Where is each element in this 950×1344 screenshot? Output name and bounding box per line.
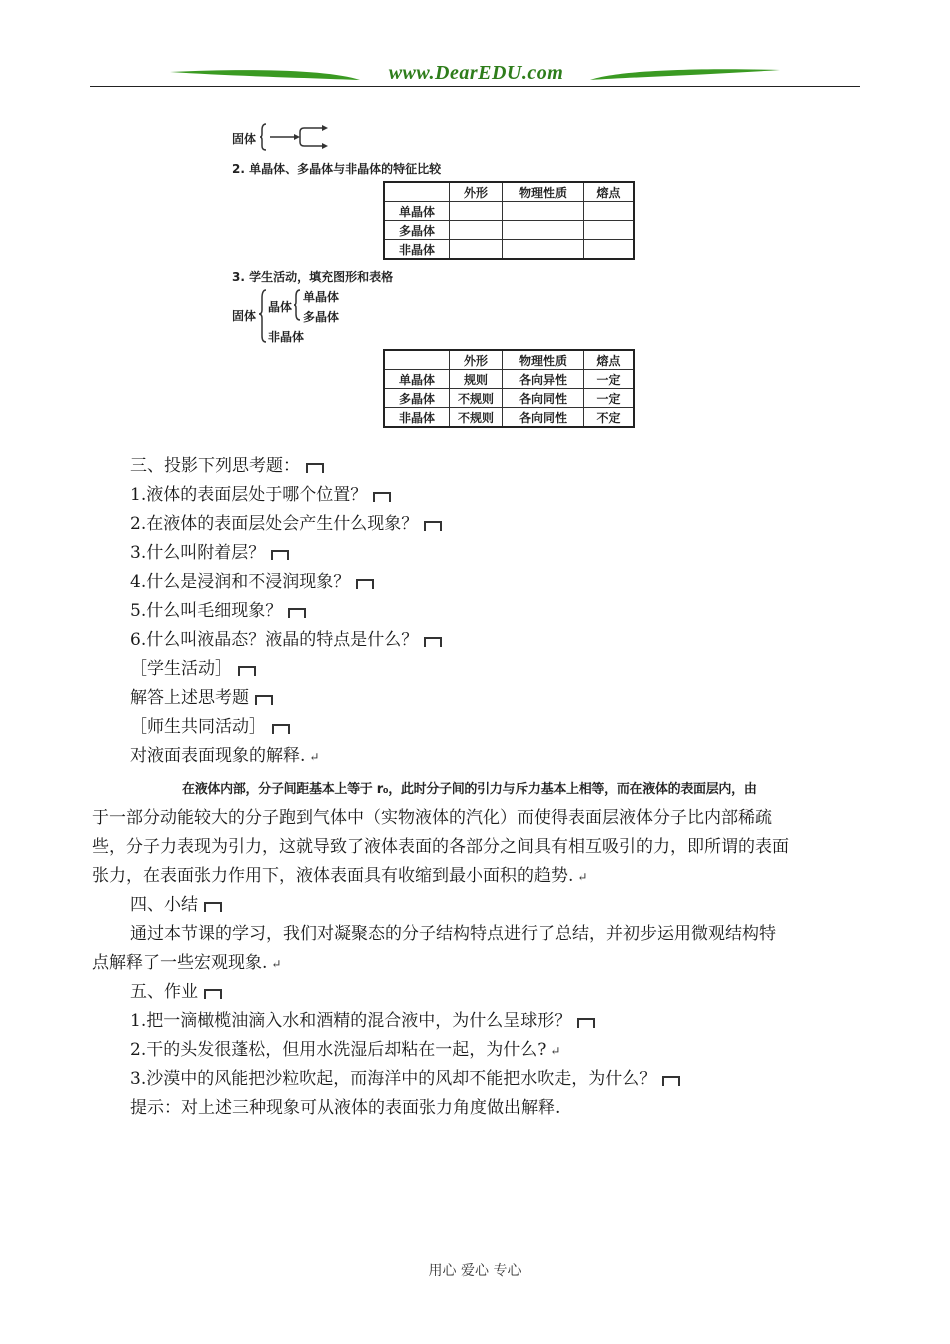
paragraph-mark-icon — [271, 550, 289, 560]
table-cell: 多晶体 — [384, 389, 450, 408]
table-row — [384, 240, 634, 260]
tree2-root: 固体 — [232, 309, 257, 323]
table-cell — [584, 240, 635, 260]
table-cell: 不规则 — [450, 408, 503, 428]
table-cell — [450, 240, 503, 260]
tree2-amorphous: 非晶体 — [268, 330, 305, 344]
joint-activity-label: ［师生共同活动］ — [130, 716, 290, 738]
table-cell: 不规则 — [450, 389, 503, 408]
table-header-row — [384, 350, 634, 370]
table-cell: 单晶体 — [384, 370, 450, 389]
section-5-heading: 五、作业 — [130, 981, 222, 1003]
table-row — [384, 408, 634, 428]
tree1-bracket-arrows — [260, 122, 330, 152]
paragraph-mark-icon — [424, 521, 442, 531]
table-cell: 一定 — [584, 389, 635, 408]
table-cell — [450, 221, 503, 240]
question-4: 4.什么是浸润和不浸润现象？ — [130, 571, 374, 593]
table-cell: 非晶体 — [384, 408, 450, 428]
paragraph-mark-icon — [424, 637, 442, 647]
table-cell — [584, 202, 635, 221]
table-cell: 各向异性 — [503, 370, 584, 389]
line-break-mark-icon: ↵ — [577, 870, 588, 884]
homework-2: 2.干的头发很蓬松，但用水洗湿后却粘在一起，为什么? ↵ — [130, 1040, 561, 1060]
table-row — [384, 389, 634, 408]
table-cell: 各向同性 — [503, 389, 584, 408]
tree2-single: 单晶体 — [303, 290, 340, 304]
section-3-heading: 三、投影下列思考题： — [130, 455, 324, 477]
paragraph-mark-icon — [204, 989, 222, 999]
table-cell: 单晶体 — [384, 202, 450, 221]
paragraph-mark-icon — [577, 1018, 595, 1028]
paragraph-mark-icon — [306, 463, 324, 473]
table-cell — [503, 202, 584, 221]
table-cell: 不定 — [584, 408, 635, 428]
line-break-mark-icon: ↵ — [309, 750, 320, 764]
scanned-text-line: 在液体内部，分子间距基本上等于 r₀，此时分子间的引力与斥力基本上相等，而在液体的表面层内，由 — [182, 782, 757, 797]
question-1: 1.液体的表面层处于哪个位置？ — [130, 484, 391, 506]
paragraph-mark-icon — [272, 724, 290, 734]
tree2-crystal: 晶体 — [268, 300, 293, 314]
table-cell: 物理性质 — [503, 350, 584, 370]
table-cell: 非晶体 — [384, 240, 450, 260]
comparison-table-filled — [383, 349, 635, 428]
homework-3: 3.沙漠中的风能把沙粒吹起，而海洋中的风却不能把水吹走，为什么？ — [130, 1068, 680, 1090]
table-row — [384, 370, 634, 389]
paragraph-mark-icon — [238, 666, 256, 676]
paragraph-mark-icon — [288, 608, 306, 618]
tree1-root: 固体 — [232, 132, 257, 146]
table-cell — [503, 221, 584, 240]
comparison-table-blank — [383, 181, 635, 260]
line-break-mark-icon: ↵ — [271, 957, 282, 971]
explanation-heading: 对液面表面现象的解释. ↵ — [130, 746, 320, 766]
site-logo-text: www.DearEDU.com — [388, 62, 564, 84]
summary-line: 点解释了一些宏观现象. ↵ — [92, 953, 282, 973]
table-cell: 一定 — [584, 370, 635, 389]
student-activity-label: ［学生活动］ — [130, 658, 256, 680]
page-footer: 用心 爱心 专心 — [428, 1263, 522, 1279]
table-header-row — [384, 182, 634, 202]
tree2-poly: 多晶体 — [303, 310, 340, 324]
item2-title: 2. 单晶体、多晶体与非晶体的特征比较 — [232, 162, 442, 176]
paragraph-line: 张力，在表面张力作用下，液体表面具有收缩到最小面积的趋势. ↵ — [92, 866, 588, 886]
table-row — [384, 202, 634, 221]
paragraph-mark-icon — [255, 695, 273, 705]
section-4-heading: 四、小结 — [130, 894, 222, 916]
summary-line: 通过本节课的学习，我们对凝聚态的分子结构特点进行了总结，并初步运用微观结构特 — [130, 924, 776, 944]
paragraph-mark-icon — [373, 492, 391, 502]
table-cell: 物理性质 — [503, 182, 584, 202]
paragraph-mark-icon — [356, 579, 374, 589]
table-cell — [384, 350, 450, 370]
table-row — [384, 221, 634, 240]
table-cell: 各向同性 — [503, 408, 584, 428]
hint-line: 提示：对上述三种现象可从液体的表面张力角度做出解释. — [130, 1098, 561, 1118]
line-break-mark-icon: ↵ — [550, 1044, 561, 1058]
question-2: 2.在液体的表面层处会产生什么现象？ — [130, 513, 442, 535]
homework-1: 1.把一滴橄榄油滴入水和酒精的混合液中，为什么呈球形？ — [130, 1010, 595, 1032]
paragraph-line: 于一部分动能较大的分子跑到气体中（实物液体的汽化）而使得表面层液体分子比内部稀疏 — [92, 808, 772, 828]
answer-line: 解答上述思考题 — [130, 687, 273, 709]
table-cell — [584, 221, 635, 240]
question-5: 5.什么叫毛细现象？ — [130, 600, 306, 622]
table-cell: 熔点 — [584, 350, 635, 370]
table-cell — [384, 182, 450, 202]
table-cell — [450, 202, 503, 221]
question-6: 6.什么叫液晶态？液晶的特点是什么？ — [130, 629, 442, 651]
table-cell: 熔点 — [584, 182, 635, 202]
table-cell — [503, 240, 584, 260]
paragraph-line: 些，分子力表现为引力，这就导致了液体表面的各部分之间具有相互吸引的力，即所谓的表面 — [92, 837, 789, 857]
table-cell: 外形 — [450, 350, 503, 370]
table-cell: 规则 — [450, 370, 503, 389]
table-cell: 外形 — [450, 182, 503, 202]
paragraph-mark-icon — [204, 902, 222, 912]
header-rule — [90, 86, 860, 87]
paragraph-mark-icon — [662, 1076, 680, 1086]
table-cell: 多晶体 — [384, 221, 450, 240]
item3-title: 3. 学生活动，填充图形和表格 — [232, 270, 394, 284]
question-3: 3.什么叫附着层？ — [130, 542, 289, 564]
